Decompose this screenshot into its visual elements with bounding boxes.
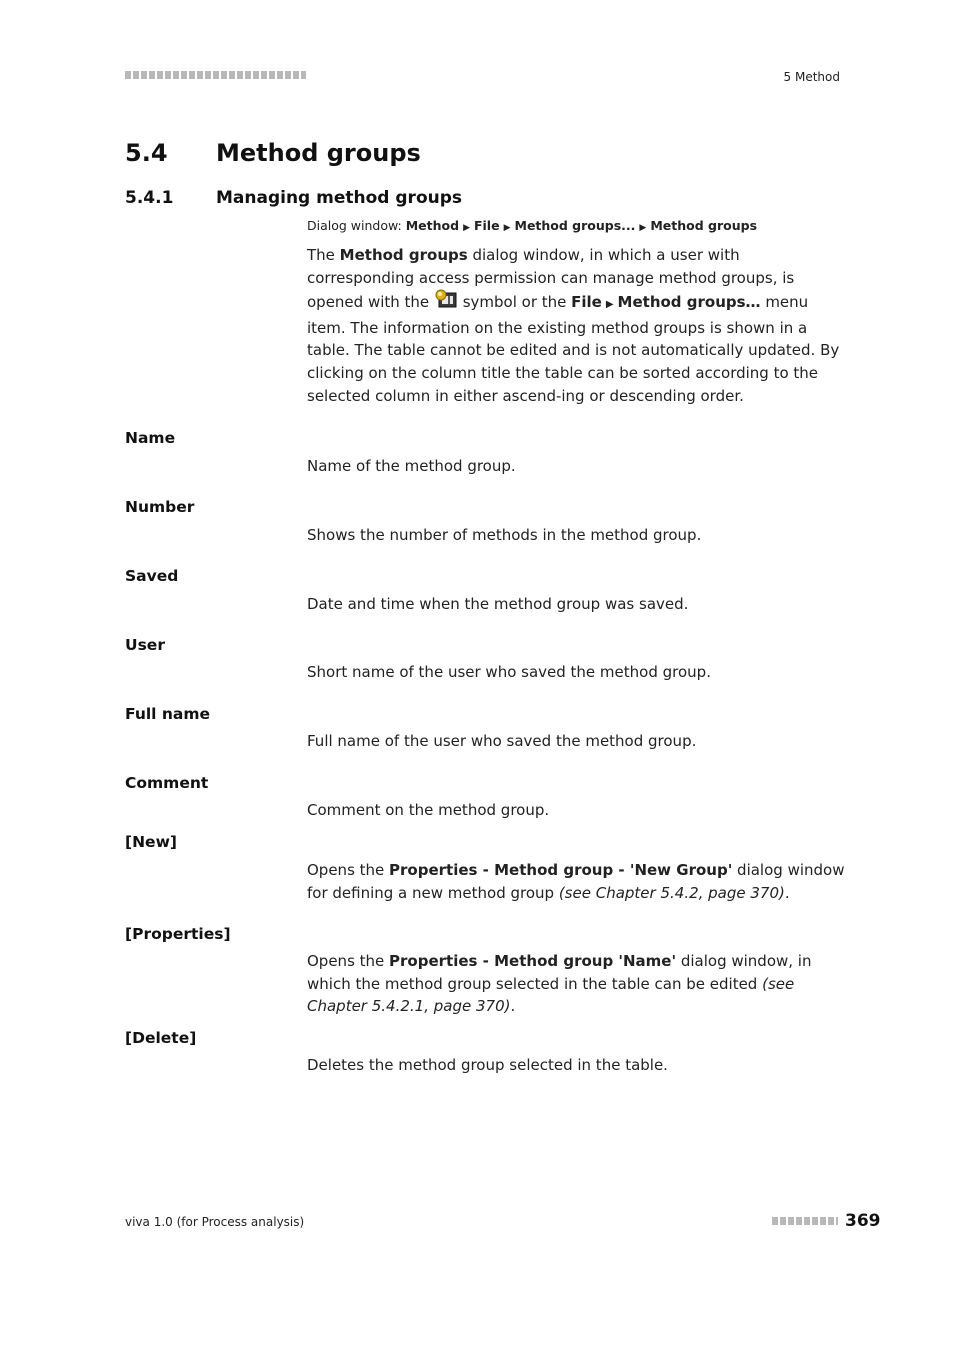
term-comment: Comment	[125, 774, 209, 792]
intro-bold: Method groups	[339, 246, 468, 264]
dialog-path-item: Method groups	[650, 218, 758, 233]
section-title: Method groups	[216, 139, 421, 167]
method-groups-icon	[434, 289, 458, 307]
header-decoration	[125, 71, 306, 79]
dialog-path	[307, 218, 757, 233]
subsection-title: Managing method groups	[216, 188, 463, 208]
intro-text: dialog window, in which a user with corresponding access permission can manage method groups, is opened with the	[307, 246, 795, 312]
intro-text: menu item. The information on the existing method groups is shown in a table. The table cannot be edited and is not automatically updated. By clicking on the column title the table can be sorted according to the selected column in either ascend-ing or descending order.	[307, 293, 840, 405]
intro-bold: File	[571, 293, 602, 312]
dialog-path-item: File	[473, 218, 500, 233]
desc-text: dialog window for defining a new method group	[307, 861, 845, 902]
desc-name: Name of the method group.	[307, 457, 516, 475]
desc-text: dialog window, in which the method group selected in the table can be edited	[307, 952, 812, 993]
desc-delete: Deletes the method group selected in the table.	[307, 1056, 668, 1074]
term-new: [New]	[125, 833, 177, 851]
desc-bold: Properties - Method group 'Name'	[389, 952, 677, 970]
intro-bold: Method groups…	[617, 293, 761, 312]
intro-text: The	[307, 246, 340, 264]
term-delete: [Delete]	[125, 1029, 197, 1047]
desc-text: .	[784, 883, 790, 902]
intro-text: symbol or the	[457, 293, 572, 312]
desc-bold: Properties - Method group - 'New Group'	[389, 861, 733, 879]
triangle-icon: ▶	[463, 223, 470, 233]
term-name: Name	[125, 429, 176, 447]
term-full-name: Full name	[125, 705, 211, 723]
header-chapter: 5 Method	[783, 70, 840, 84]
footer-product: viva 1.0 (for Process analysis)	[125, 1215, 305, 1229]
footer-decoration	[772, 1217, 838, 1225]
term-properties: [Properties]	[125, 925, 231, 943]
page-number: 369	[845, 1211, 881, 1231]
dialog-path-prefix: Dialog window:	[307, 218, 402, 233]
dialog-path-item: Method groups...	[514, 218, 636, 233]
intro-paragraph	[307, 244, 847, 407]
desc-text: Opens the	[307, 861, 390, 879]
triangle-icon: ▶	[503, 223, 511, 233]
term-user: User	[125, 636, 165, 654]
triangle-icon: ▶	[639, 223, 647, 233]
term-saved: Saved	[125, 567, 179, 585]
desc-saved: Date and time when the method group was saved.	[307, 595, 689, 613]
subsection-number: 5.4.1	[125, 188, 174, 208]
section-number: 5.4	[125, 139, 168, 167]
desc-full-name: Full name of the user who saved the method group.	[307, 732, 697, 750]
desc-new	[307, 859, 847, 904]
desc-text: Opens the	[307, 952, 390, 970]
desc-text: .	[510, 997, 516, 1016]
desc-properties	[307, 950, 847, 1018]
triangle-icon: ▶	[605, 299, 614, 311]
desc-user: Short name of the user who saved the method group.	[307, 663, 711, 681]
desc-number: Shows the number of methods in the method group.	[307, 526, 702, 544]
cross-reference[interactable]: (see Chapter 5.4.2, page 370)	[558, 883, 785, 902]
dialog-path-item: Method	[405, 218, 460, 233]
cross-reference[interactable]: (see Chapter 5.4.2.1, page 370)	[307, 974, 795, 1016]
desc-comment: Comment on the method group.	[307, 801, 550, 819]
term-number: Number	[125, 498, 195, 516]
